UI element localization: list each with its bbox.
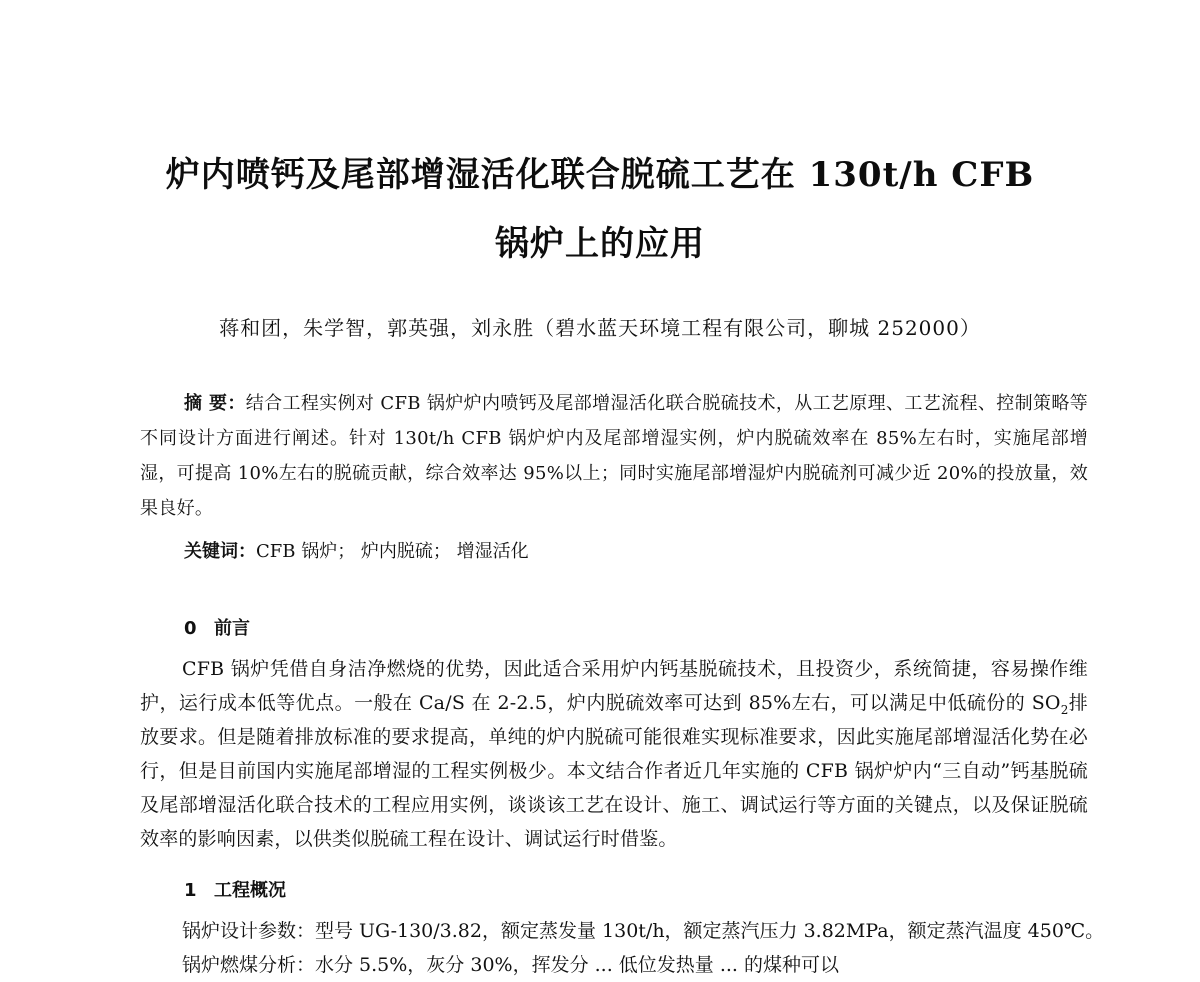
- intro-text-part-2: 排放要求。但是随着排放标准的要求提高，单纯的炉内脱硫可能很难实现标准要求，因此实施尾部增湿活化势在必行，但是目前国内实施尾部增湿的工程实例极少。本文结合作者近几年实施的 CFB 锅炉炉内“三自动”钙基脱硫及尾部增湿活化联合技术的工程应用实例，谈谈该工艺在设计、施工、调试运行等方面的关键点，以及保证脱硫效率的影响因素，以供类似脱硫工程在设计、调试运行时借鉴。: [140, 692, 1089, 850]
- boiler-parameters: 锅炉设计参数：型号 UG-130/3.82，额定蒸发量 130t/h，额定蒸汽压力 3.82MPa，额定蒸汽温度 450℃。: [182, 920, 1105, 942]
- paper-title-line-2: 锅炉上的应用: [495, 224, 705, 264]
- paper-title-line-1: 炉内喷钙及尾部增湿活化联合脱硫工艺在 130t/h CFB: [165, 155, 1035, 195]
- section-number: 0: [184, 618, 197, 639]
- keywords-label: 关键词：: [184, 541, 256, 562]
- abstract-text: 结合工程实例对 CFB 锅炉炉内喷钙及尾部增湿活化联合脱硫技术，从工艺原理、工艺流程、控制策略等不同设计方面进行阐述。针对 130t/h CFB 锅炉炉内及尾部增湿实例，炉内脱硫效率在 85%左右时，实施尾部增湿，可提高 10%左右的脱硫贡献，综合效率达 95%以上；同时实施尾部增湿炉内脱硫剂可减少近 20%的投放量，效果良好。: [140, 393, 1088, 519]
- author-affiliation: 蒋和团，朱学智，郭英强，刘永胜（碧水蓝天环境工程有限公司，聊城 252000）: [219, 316, 981, 340]
- abstract: [140, 386, 1088, 526]
- introduction-paragraph: [140, 652, 1088, 856]
- intro-text-part-1: CFB 锅炉凭借自身洁净燃烧的优势，因此适合采用炉内钙基脱硫技术，且投资少，系统简捷，容易操作维护，运行成本低等优点。一般在 Ca/S 在 2-2.5，炉内脱硫效率可达到 85%左右，可以满足中低硫份的 SO: [140, 658, 1088, 714]
- section-title: 前言: [214, 618, 250, 639]
- keywords-text: CFB 锅炉； 炉内脱硫； 增湿活化: [256, 541, 529, 562]
- keywords: [184, 537, 1084, 567]
- abstract-label: 摘 要：: [184, 393, 246, 414]
- section-title: 工程概况: [214, 880, 286, 901]
- so2-subscript: 2: [1060, 702, 1069, 717]
- section-heading-introduction: [184, 614, 250, 644]
- section-number: 1: [184, 880, 197, 901]
- section-heading-project-overview: [184, 876, 286, 906]
- truncated-line: 锅炉燃煤分析：水分 5.5%，灰分 30%，挥发分 ... 低位发热量 ... 的煤种可以: [182, 954, 839, 976]
